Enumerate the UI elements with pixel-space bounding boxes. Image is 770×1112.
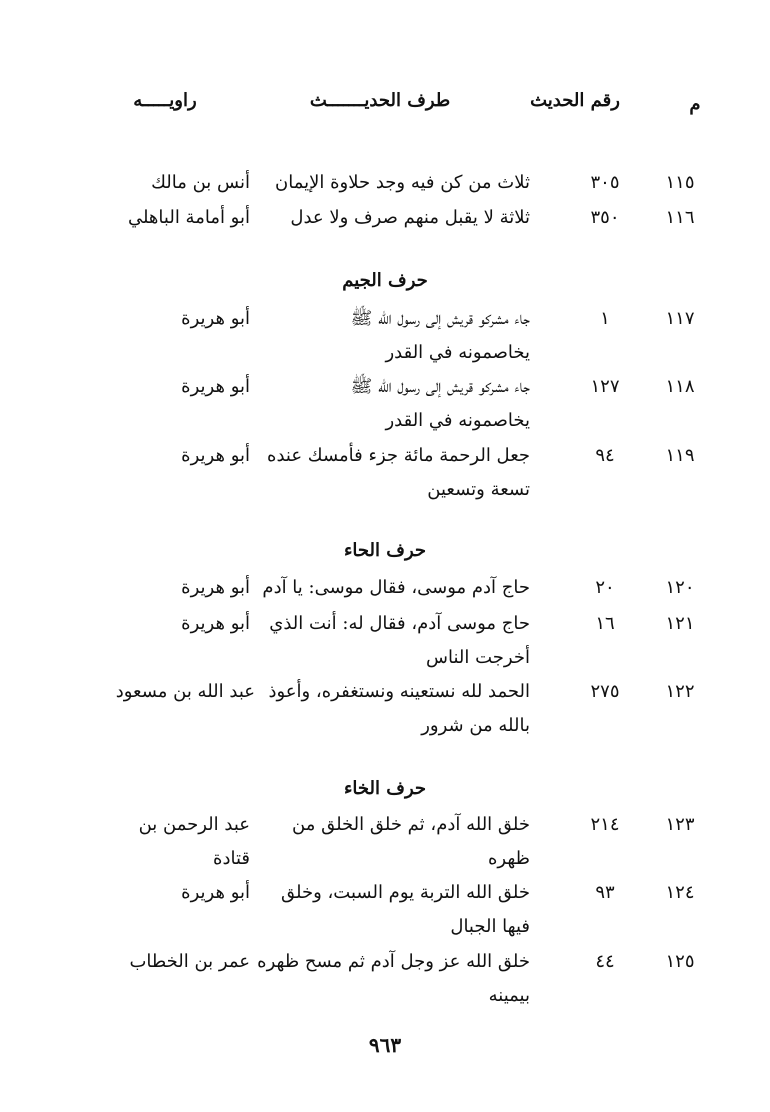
hadith-text-continued: ظهره xyxy=(488,848,530,869)
hadith-text: خلق الله عز وجل آدم ثم مسح ظهره xyxy=(257,951,530,972)
hadith-text-continued: يخاصمونه في القدر xyxy=(385,410,530,431)
hadith-text: حاج موسى آدم، فقال له: أنت الذي xyxy=(269,613,530,634)
section-title-ha: حرف الحاء xyxy=(343,540,427,561)
narrator: أبو هريرة xyxy=(181,577,250,598)
hadith-number: ٩٤ xyxy=(595,445,615,466)
hadith-text: خلق الله التربة يوم السبت، وخلق xyxy=(280,882,530,903)
hadith-number: ٢١٤ xyxy=(590,814,620,835)
narrator: أبو هريرة xyxy=(181,445,250,466)
row-index: ١٢٠ xyxy=(665,577,695,598)
row-index: ١٢٥ xyxy=(665,951,695,972)
hadith-number: ٢٠ xyxy=(595,577,615,598)
section-title-jim: حرف الجيم xyxy=(342,270,428,291)
hadith-text-continued: بيمينه xyxy=(488,985,530,1006)
header-col-hadith-number: رقم الحديث xyxy=(530,90,620,111)
row-index: ١١٦ xyxy=(665,207,695,228)
narrator: عبد الله بن مسعود xyxy=(115,681,255,702)
hadith-number: ١ xyxy=(600,308,610,329)
narrator: عبد الرحمن بن xyxy=(138,814,250,835)
hadith-number: ١٦ xyxy=(595,613,615,634)
row-index: ١١٩ xyxy=(665,445,695,466)
narrator: أبو هريرة xyxy=(181,613,250,634)
hadith-text-continued: فيها الجبال xyxy=(450,916,530,937)
narrator: أبو أمامة الباهلي xyxy=(127,207,250,228)
hadith-text-continued: تسعة وتسعين xyxy=(427,479,530,500)
hadith-text: جعل الرحمة مائة جزء فأمسك عنده xyxy=(267,445,530,466)
row-index: ١٢٢ xyxy=(665,681,695,702)
narrator: أبو هريرة xyxy=(181,882,250,903)
row-index: ١٢١ xyxy=(665,613,695,634)
row-index: ١١٥ xyxy=(665,172,695,193)
hadith-text: جاء مشركو قريش إلى رسول الله ﷺ xyxy=(350,308,530,329)
row-index: ١١٨ xyxy=(665,376,695,397)
hadith-number: ٤٤ xyxy=(595,951,615,972)
hadith-text: جاء مشركو قريش إلى رسول الله ﷺ xyxy=(350,376,530,397)
hadith-text-continued: يخاصمونه في القدر xyxy=(385,342,530,363)
narrator: أبو هريرة xyxy=(181,308,250,329)
hadith-text-continued: بالله من شرور xyxy=(421,715,530,736)
hadith-text: ثلاثة لا يقبل منهم صرف ولا عدل xyxy=(290,207,530,228)
header-col-m: م xyxy=(689,94,701,115)
narrator: أنس بن مالك xyxy=(151,172,250,193)
section-title-kha: حرف الخاء xyxy=(343,778,427,799)
hadith-text-continued: أخرجت الناس xyxy=(426,647,530,668)
narrator: عمر بن الخطاب xyxy=(129,951,250,972)
narrator: أبو هريرة xyxy=(181,376,250,397)
page-number: ٩٦٣ xyxy=(368,1033,402,1057)
header-col-hadith-part: طرف الحديـــــــث xyxy=(309,90,451,111)
hadith-number: ٣٠٥ xyxy=(590,172,620,193)
header-col-narrator: راويـــــه xyxy=(133,90,197,111)
narrator-continued: قتادة xyxy=(213,848,250,869)
hadith-number: ١٢٧ xyxy=(590,376,620,397)
hadith-text: خلق الله آدم، ثم خلق الخلق من xyxy=(292,814,530,835)
hadith-text: حاج آدم موسى، فقال موسى: يا آدم xyxy=(262,577,530,598)
hadith-number: ٢٧٥ xyxy=(590,681,620,702)
hadith-number: ٩٣ xyxy=(595,882,615,903)
row-index: ١٢٤ xyxy=(665,882,695,903)
hadith-text: ثلاث من كن فيه وجد حلاوة الإيمان xyxy=(275,172,530,193)
hadith-number: ٣٥٠ xyxy=(590,207,620,228)
hadith-text: الحمد لله نستعينه ونستغفره، وأعوذ xyxy=(268,681,530,702)
row-index: ١١٧ xyxy=(665,308,695,329)
row-index: ١٢٣ xyxy=(665,814,695,835)
